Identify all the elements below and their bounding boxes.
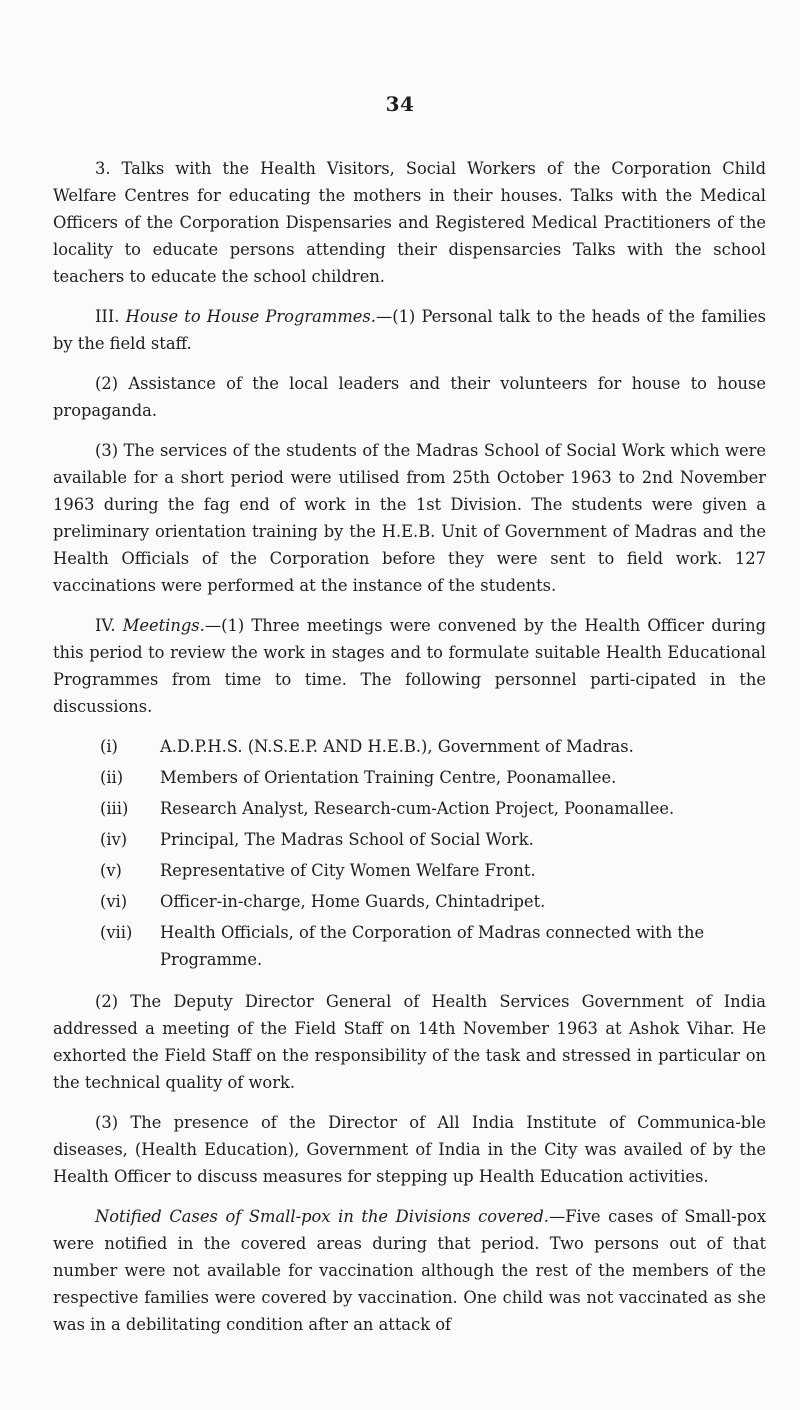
smallpox-text: —Five cases of Small-pox were notified in the covered areas during that period. Two persons out of that number were not available for vaccination although the rest of the members of the respective families were covered by vaccination. One child was not vaccinated as she was in a debilitating condition after an attack of [53, 1207, 767, 1334]
list-item-number: (iii) [100, 799, 129, 818]
list-item-number: (i) [100, 737, 118, 756]
section-iii-lead: III. [95, 307, 126, 326]
paragraph-deputy-director: (2) The Deputy Director General of Health Services Government of India addressed a meeting of the Field Staff on 14th November 1963 at Ashok Vihar. He exhorted the Field Staff on the responsibility of the task and stressed in particular on the technical quality of work. [53, 992, 766, 1092]
list-item-number: (ii) [100, 768, 124, 787]
list-item-text: Research Analyst, Research-cum-Action Project, Poonamallee. [160, 799, 675, 818]
page-number: 34 [385, 92, 415, 116]
list-item-text: Representative of City Women Welfare Front. [160, 861, 536, 880]
paragraph-local-leaders: (2) Assistance of the local leaders and their volunteers for house to house propaganda. [53, 374, 766, 420]
paragraph-house-to-house [53, 303, 766, 357]
document-body [53, 155, 766, 1338]
list-item-number: (iv) [100, 830, 128, 849]
list-item-number: (vi) [100, 892, 128, 911]
paragraph-talks: 3. Talks with the Health Visitors, Social Workers of the Corporation Child Welfare Centres for educating the mothers in their houses. Talks with the Medical Officers of the Corporation Dispensaries and Registered Medical Practitioners of the locality to educate persons attending their dispensarcies Talks with the school teachers to educate the school children. [53, 159, 766, 286]
participants-list [53, 733, 766, 973]
list-item-text: A.D.P.H.S. (N.S.E.P. AND H.E.B.), Government of Madras. [160, 737, 634, 756]
list-item-number: (v) [100, 861, 122, 880]
section-iii-heading: House to House Programmes. [125, 307, 376, 326]
list-item [53, 764, 766, 791]
paragraph-meetings [53, 612, 766, 720]
section-iv-heading: Meetings. [122, 616, 205, 635]
paragraph-students: (3) The services of the students of the Madras School of Social Work which were available for a short period were utilised from 25th October 1963 to 2nd November 1963 during the fag end of work in the 1st Division. The students were given a preliminary orientation training by the H.E.B. Unit of Government of Madras and the Health Officials of the Corporation before they were sent to field work. 127 vaccinations were performed at the instance of the students. [53, 441, 766, 595]
list-item-number: (vii) [100, 923, 133, 942]
list-item [53, 888, 766, 915]
list-item [53, 733, 766, 760]
section-iv-text: —(1) Three meetings were convened by the Health Officer during this period to review the work in stages and to formulate suitable Health Educational Programmes from time to time. The following personnel parti-cipated in the discussions. [53, 616, 766, 716]
list-item [53, 919, 766, 973]
section-iv-lead: IV. [95, 616, 123, 635]
list-item-text: Principal, The Madras School of Social Work. [160, 830, 534, 849]
list-item-text: Health Officials, of the Corporation of Madras connected with the Programme. [160, 923, 705, 969]
paragraph-director-all-india: (3) The presence of the Director of All India Institute of Communica-ble diseases, (Health Education), Government of India in the City was availed of by the Health Officer to discuss measures for stepping up Health Education activities. [53, 1113, 766, 1186]
paragraph-smallpox [53, 1203, 766, 1338]
list-item-text: Officer-in-charge, Home Guards, Chintadripet. [160, 892, 546, 911]
smallpox-heading: Notified Cases of Small-pox in the Divisions covered. [95, 1207, 549, 1226]
list-item [53, 795, 766, 822]
list-item [53, 826, 766, 853]
list-item-text: Members of Orientation Training Centre, Poonamallee. [160, 768, 617, 787]
section-iii-text: —(1) Personal talk to the heads of the families by the field staff. [53, 307, 766, 353]
list-item [53, 857, 766, 884]
